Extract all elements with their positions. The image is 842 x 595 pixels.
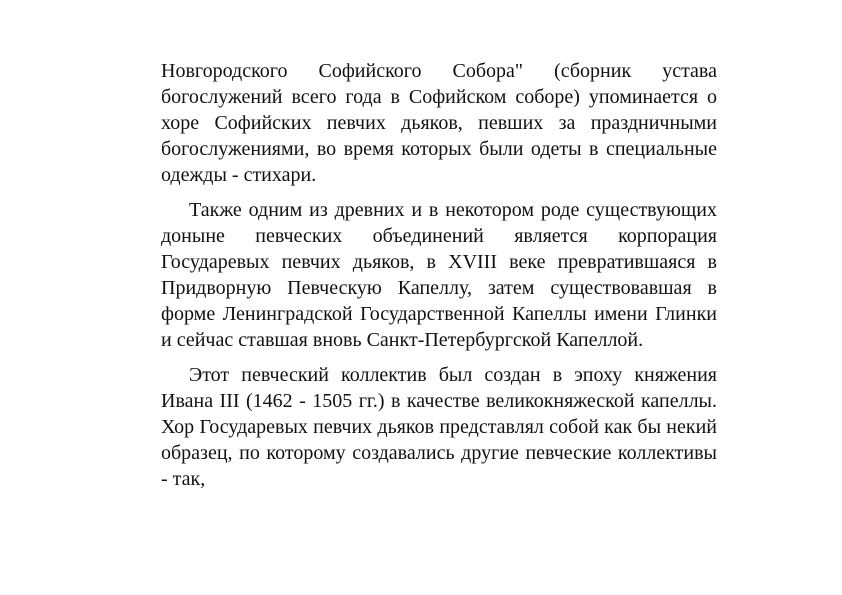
paragraph-2: Также одним из древних и в некотором роде существующих доныне певческих объединений является корпорация Государевых певчих дьяков, в XVIII веке превратившаяся в Придворную Певческую Капеллу, затем существовавшая в форме Ленинградской Государственной Капеллы имени Глинки и сейчас ставшая вновь Санкт-Петербургской Капеллой. (161, 199, 717, 351)
body-text (161, 58, 717, 501)
paragraph-3: Этот певческий коллектив был создан в эпоху княжения Ивана III (1462 - 1505 гг.) в качестве великокняжеской капеллы. Хор Государевых певчих дьяков представлял собой как бы некий образец, по которому создавались другие певческие коллективы - так, (161, 364, 717, 490)
paragraph-1: Новгородского Софийского Собора" (сборник устава богослужений всего года в Софийском соборе) упоминается о хоре Софийских певчих дьяков, певших за праздничными богослужениями, во время которых были одеты в специальные одежды - стихари. (161, 60, 717, 186)
